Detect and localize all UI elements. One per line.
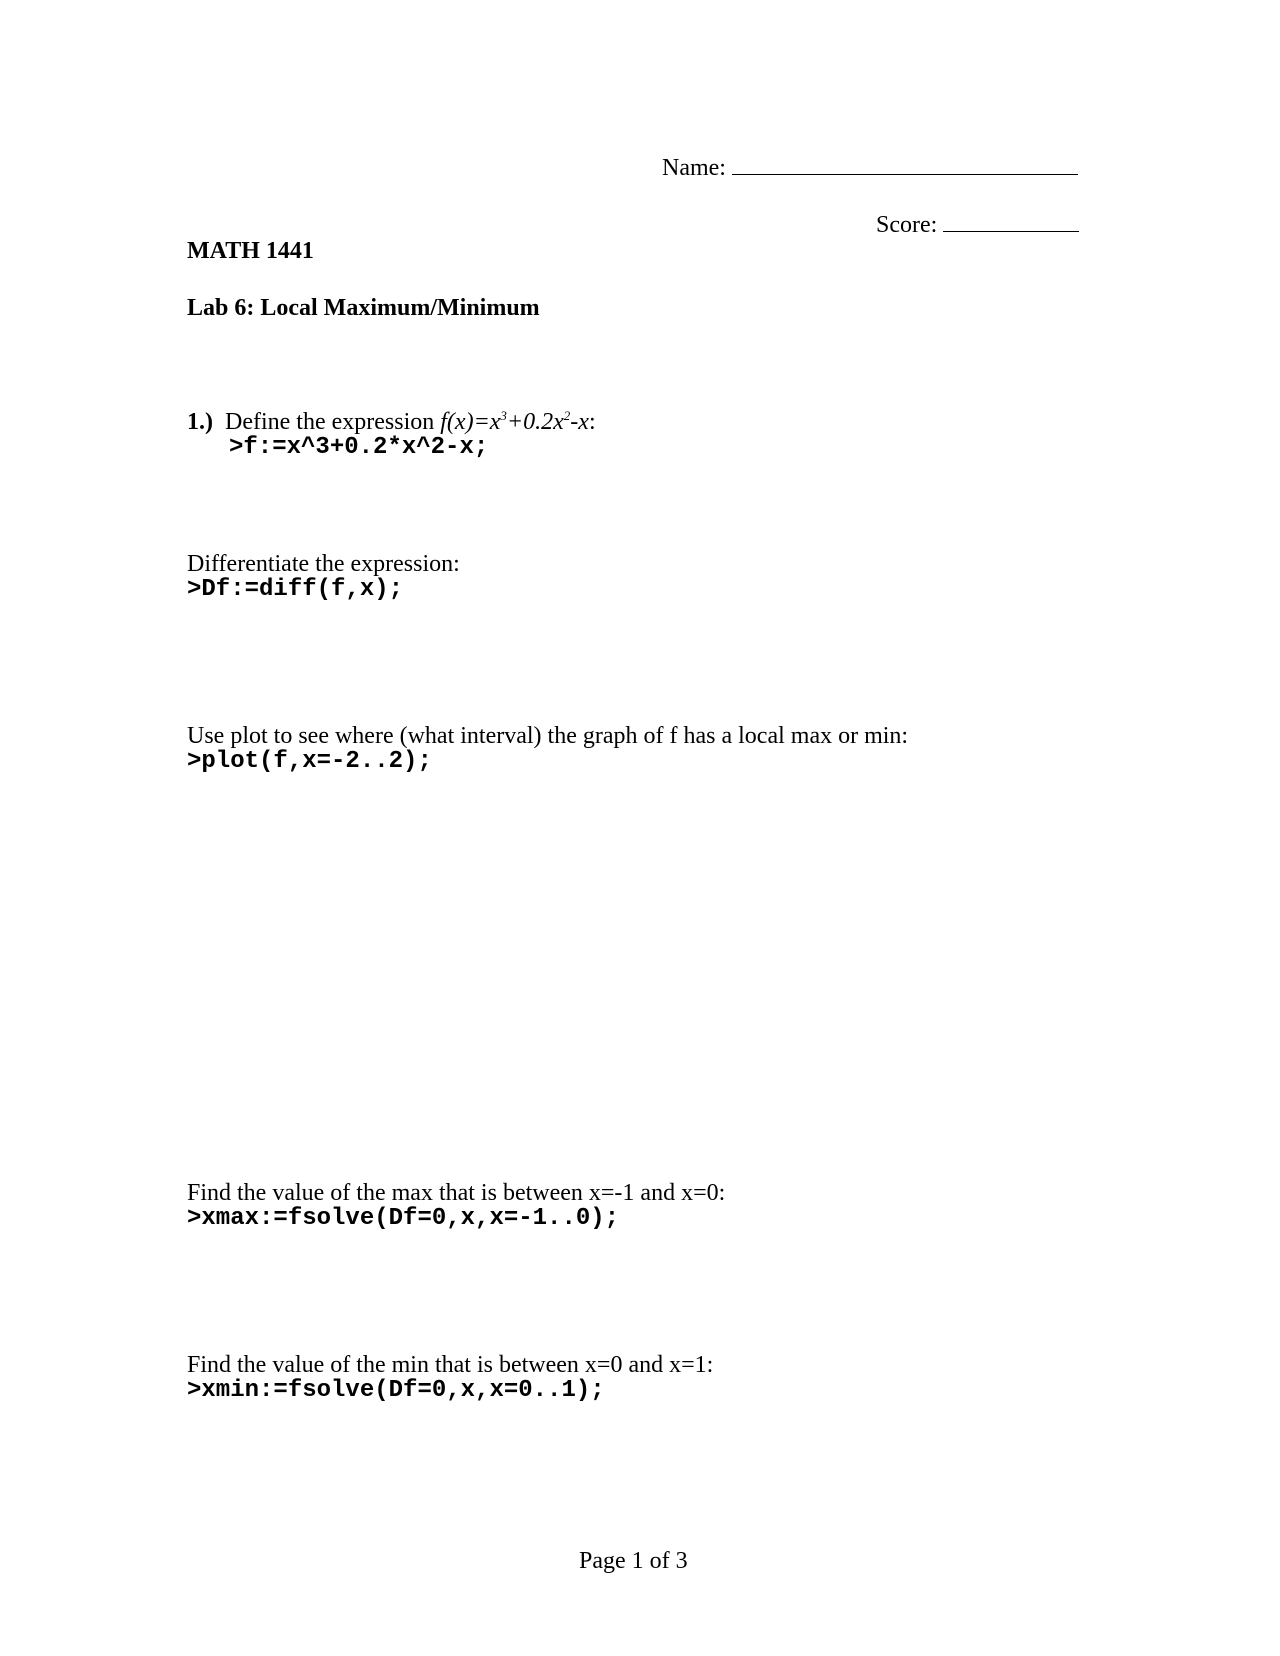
step3-command: >plot(f,x=-2..2); <box>187 748 432 775</box>
expr-tail: -x <box>570 409 589 435</box>
step2-command: >Df:=diff(f,x); <box>187 576 404 603</box>
expr-mid: +0.2x <box>506 409 564 435</box>
name-field <box>662 152 1078 182</box>
step4-command: >xmax:=fsolve(Df=0,x,x=-1..0); <box>187 1205 620 1232</box>
step5-command: >xmin:=fsolve(Df=0,x,x=0..1); <box>187 1377 605 1404</box>
step2-instruction: Differentiate the expression: <box>187 551 460 577</box>
score-field <box>876 209 1079 239</box>
score-blank-line <box>943 209 1079 232</box>
step4-instruction: Find the value of the max that is between x=-1 and x=0: <box>187 1180 726 1206</box>
step1-number: 1.) <box>187 409 213 435</box>
lab-title: Lab 6: Local Maximum/Minimum <box>187 295 540 321</box>
name-blank-line <box>732 152 1078 175</box>
step1-expression <box>440 409 589 435</box>
expr-f: f(x)=x <box>440 409 501 435</box>
step1-colon: : <box>588 409 596 435</box>
step5-instruction: Find the value of the min that is between x=0 and x=1: <box>187 1352 714 1378</box>
page-number: Page 1 of 3 <box>579 1548 688 1574</box>
expr-exponent-3: 3 <box>500 408 507 423</box>
step1-command: >f:=x^3+0.2*x^2-x; <box>229 434 489 461</box>
step3-instruction: Use plot to see where (what interval) the graph of f has a local max or min: <box>187 723 909 749</box>
name-label: Name: <box>662 155 726 181</box>
step1-instruction <box>187 408 596 436</box>
score-label: Score: <box>876 212 938 238</box>
expr-exponent-2: 2 <box>563 408 571 423</box>
course-code: MATH 1441 <box>187 238 314 264</box>
step1-text: Define the expression <box>225 409 435 435</box>
